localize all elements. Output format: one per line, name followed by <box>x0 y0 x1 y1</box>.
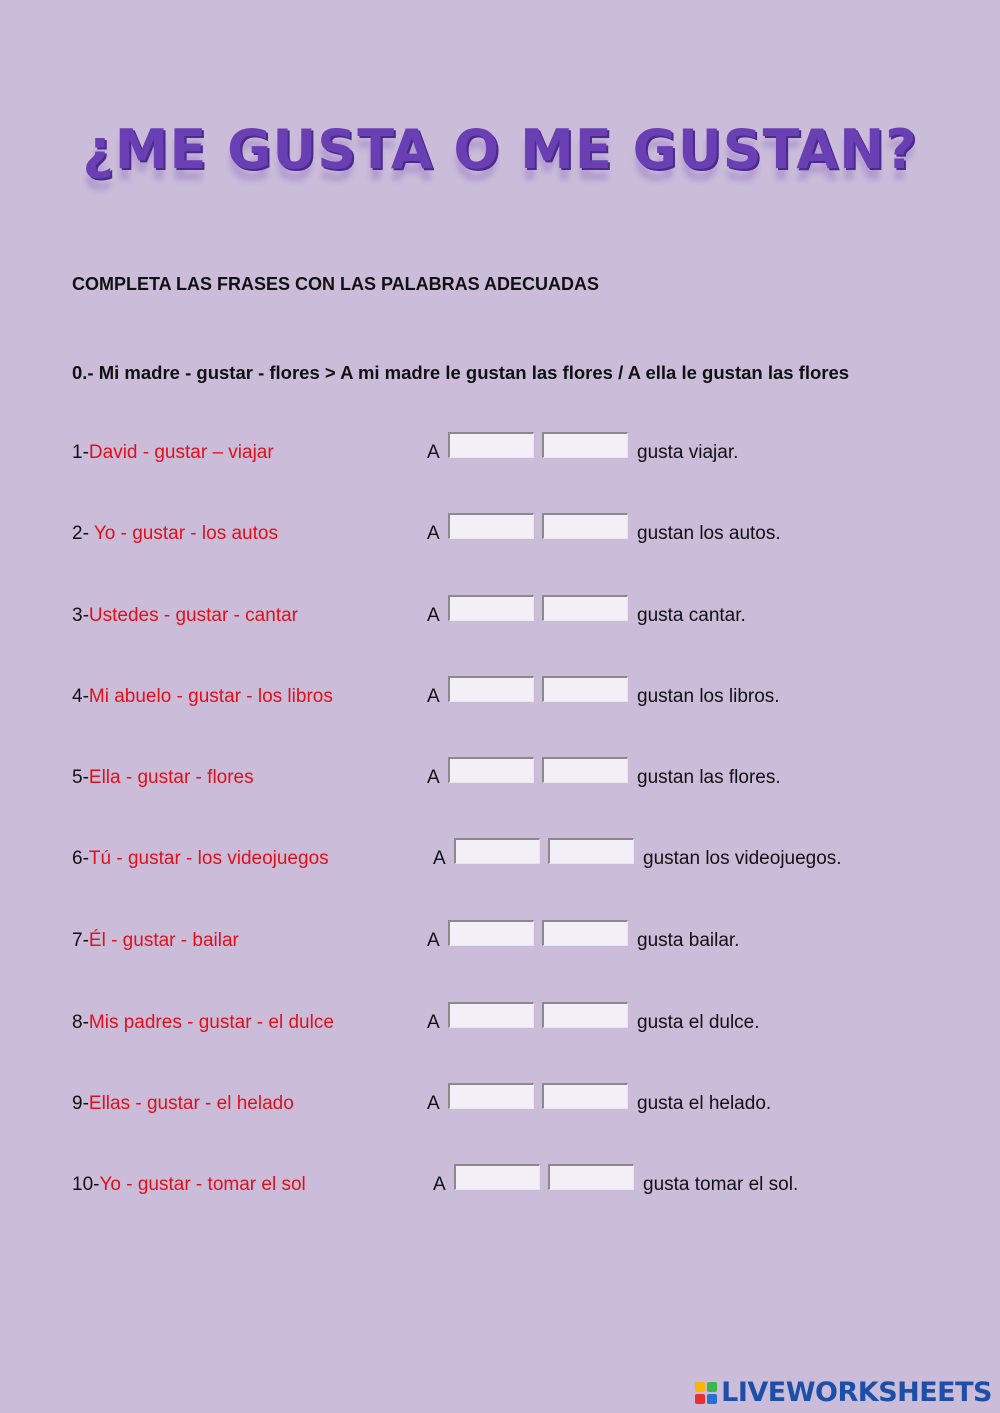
liveworksheets-mark-icon <box>695 1382 717 1404</box>
exercise-words: Yo - gustar - los autos <box>88 523 278 544</box>
exercise-prompt <box>72 848 329 870</box>
answer-input-1[interactable] <box>448 757 534 783</box>
answer-input-1[interactable] <box>448 1002 534 1028</box>
answer-input-2[interactable] <box>542 1002 628 1028</box>
logo-text: LIVEWORKSHEETS <box>721 1377 992 1408</box>
exercise-words: Ella - gustar - flores <box>88 767 254 788</box>
answer-input-2[interactable] <box>542 1083 628 1109</box>
sentence-ending: gusta el dulce. <box>637 1012 760 1033</box>
exercise-number: 6- <box>72 848 89 869</box>
exercise-row <box>72 838 952 868</box>
answer-prefix: A <box>427 686 440 707</box>
exercise-words: David - gustar – viajar <box>88 442 274 463</box>
exercise-number: 7- <box>72 930 89 951</box>
sentence-ending: gusta el helado. <box>637 1093 772 1114</box>
exercise-prompt <box>72 523 278 545</box>
exercise-words: Él - gustar - bailar <box>88 930 239 951</box>
answer-input-1[interactable] <box>448 432 534 458</box>
exercise-row <box>72 432 952 462</box>
answer-input-2[interactable] <box>542 757 628 783</box>
instruction-text: COMPLETA LAS FRASES CON LAS PALABRAS ADECUADAS <box>72 274 600 294</box>
sentence-ending: gusta tomar el sol. <box>643 1174 799 1195</box>
answer-prefix: A <box>433 1174 446 1195</box>
exercise-number: 10- <box>72 1174 100 1195</box>
sentence-ending: gusta viajar. <box>637 442 739 463</box>
exercise-number: 4- <box>72 686 89 707</box>
sentence-ending: gustan las flores. <box>637 767 781 788</box>
exercise-prompt <box>72 442 274 464</box>
exercise-number: 5- <box>72 767 89 788</box>
exercise-row <box>72 595 952 625</box>
exercise-number: 3- <box>72 605 89 626</box>
sentence-ending: gustan los libros. <box>637 686 780 707</box>
exercise-number: 1- <box>72 442 89 463</box>
answer-prefix: A <box>433 848 446 869</box>
answer-input-2[interactable] <box>542 595 628 621</box>
page-title: ¿ME GUSTA O ME GUSTAN? <box>82 118 918 181</box>
exercise-words: Ellas - gustar - el helado <box>88 1093 294 1114</box>
exercise-number: 9- <box>72 1093 89 1114</box>
answer-input-1[interactable] <box>448 1083 534 1109</box>
answer-input-2[interactable] <box>542 513 628 539</box>
answer-input-1[interactable] <box>454 838 540 864</box>
example-sentence: 0.- Mi madre - gustar - flores > A mi madre le gustan las flores / A ella le gustan las flores <box>72 362 850 383</box>
answer-input-1[interactable] <box>448 595 534 621</box>
exercise-words: Ustedes - gustar - cantar <box>88 605 298 626</box>
answer-input-2[interactable] <box>542 676 628 702</box>
answer-prefix: A <box>427 1093 440 1114</box>
exercise-words: Mi abuelo - gustar - los libros <box>88 686 333 707</box>
sentence-ending: gustan los videojuegos. <box>643 848 842 869</box>
exercise-row <box>72 1083 952 1113</box>
answer-input-1[interactable] <box>448 676 534 702</box>
answer-prefix: A <box>427 930 440 951</box>
exercise-words: Tú - gustar - los videojuegos <box>88 848 329 869</box>
exercise-prompt <box>72 605 298 627</box>
answer-prefix: A <box>427 523 440 544</box>
answer-input-2[interactable] <box>542 432 628 458</box>
exercise-prompt <box>72 930 239 952</box>
exercise-prompt <box>72 1093 294 1115</box>
sentence-ending: gustan los autos. <box>637 523 781 544</box>
exercise-number: 8- <box>72 1012 89 1033</box>
sentence-ending: gusta bailar. <box>637 930 740 951</box>
liveworksheets-logo <box>695 1377 992 1408</box>
exercise-row <box>72 676 952 706</box>
exercise-words: Yo - gustar - tomar el sol <box>99 1174 306 1195</box>
answer-input-1[interactable] <box>448 920 534 946</box>
answer-input-1[interactable] <box>454 1164 540 1190</box>
exercise-row <box>72 513 952 543</box>
answer-prefix: A <box>427 1012 440 1033</box>
exercise-row <box>72 757 952 787</box>
exercise-words: Mis padres - gustar - el dulce <box>88 1012 334 1033</box>
exercise-row <box>72 1164 952 1194</box>
exercise-prompt <box>72 686 333 708</box>
exercise-number: 2- <box>72 523 89 544</box>
answer-input-1[interactable] <box>448 513 534 539</box>
answer-input-2[interactable] <box>542 920 628 946</box>
answer-input-2[interactable] <box>548 838 634 864</box>
exercise-prompt <box>72 1012 334 1034</box>
answer-prefix: A <box>427 605 440 626</box>
sentence-ending: gusta cantar. <box>637 605 746 626</box>
exercise-prompt <box>72 1174 306 1196</box>
answer-input-2[interactable] <box>548 1164 634 1190</box>
exercise-row <box>72 920 952 950</box>
answer-prefix: A <box>427 767 440 788</box>
exercise-prompt <box>72 767 254 789</box>
answer-prefix: A <box>427 442 440 463</box>
exercise-row <box>72 1002 952 1032</box>
